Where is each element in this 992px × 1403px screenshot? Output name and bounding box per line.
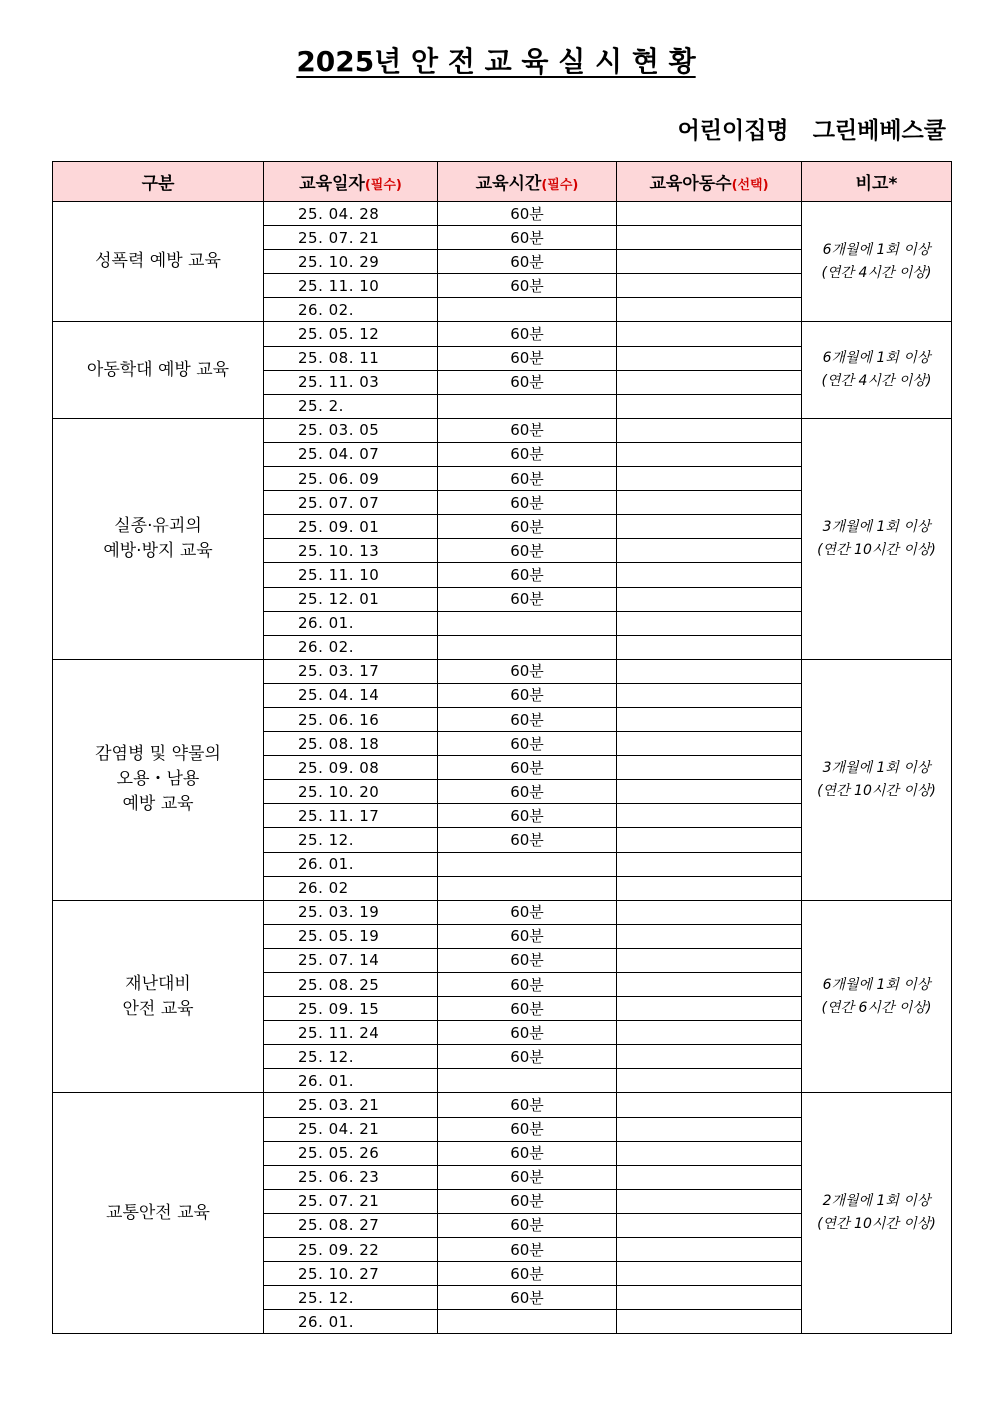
- children-count-cell: [617, 1069, 802, 1093]
- note-line: (연간 10시간 이상): [817, 1216, 936, 1233]
- time-cell: 60분: [438, 707, 617, 731]
- children-count-cell: [617, 707, 802, 731]
- time-cell: 60분: [438, 1238, 617, 1262]
- note-line: 6개월에 1회 이상: [822, 976, 931, 993]
- date-cell: 25. 03. 05: [264, 418, 438, 442]
- children-count-cell: [617, 828, 802, 852]
- date-cell: 26. 01.: [264, 1310, 438, 1334]
- date-cell: 25. 06. 09: [264, 467, 438, 491]
- children-count-cell: [617, 202, 802, 226]
- time-cell: 60분: [438, 1045, 617, 1069]
- time-cell: 60분: [438, 828, 617, 852]
- time-cell: 60분: [438, 756, 617, 780]
- date-cell: 25. 11. 24: [264, 1021, 438, 1045]
- category-line: 아동학대 예방 교육: [86, 359, 230, 380]
- category-line: 실종·유괴의: [114, 515, 202, 536]
- time-cell: [438, 1069, 617, 1093]
- header-row: [53, 162, 952, 202]
- date-cell: 25. 04. 28: [264, 202, 438, 226]
- time-cell: 60분: [438, 563, 617, 587]
- category-cell: [53, 202, 264, 322]
- children-count-cell: [617, 1189, 802, 1213]
- table-row: [53, 202, 952, 226]
- date-cell: 25. 04. 14: [264, 683, 438, 707]
- children-count-cell: [617, 1286, 802, 1310]
- note-cell: [802, 418, 952, 659]
- children-count-cell: [617, 635, 802, 659]
- children-count-cell: [617, 1117, 802, 1141]
- header-date: 교육일자(필수): [264, 162, 438, 202]
- children-count-cell: [617, 298, 802, 322]
- children-count-cell: [617, 274, 802, 298]
- date-cell: 25. 08. 11: [264, 346, 438, 370]
- time-cell: 60분: [438, 491, 617, 515]
- note-cell: [802, 659, 952, 900]
- children-count-cell: [617, 1238, 802, 1262]
- date-cell: 25. 07. 07: [264, 491, 438, 515]
- time-cell: 60분: [438, 1093, 617, 1117]
- header-note: 비고*: [802, 162, 952, 202]
- date-cell: 25. 10. 27: [264, 1262, 438, 1286]
- date-cell: 25. 12.: [264, 1286, 438, 1310]
- note-line: (연간 4시간 이상): [821, 373, 932, 390]
- daycare-name-value: 그린베베스쿨: [812, 118, 946, 144]
- date-cell: 25. 04. 21: [264, 1117, 438, 1141]
- date-cell: 25. 04. 07: [264, 442, 438, 466]
- children-count-cell: [617, 900, 802, 924]
- time-cell: [438, 611, 617, 635]
- children-count-cell: [617, 1141, 802, 1165]
- table-row: [53, 659, 952, 683]
- note-cell: [802, 202, 952, 322]
- time-cell: 60분: [438, 948, 617, 972]
- category-line: 성폭력 예방 교육: [95, 251, 221, 272]
- date-cell: 25. 06. 16: [264, 707, 438, 731]
- date-cell: 25. 10. 13: [264, 539, 438, 563]
- time-cell: 60분: [438, 322, 617, 346]
- children-count-cell: [617, 563, 802, 587]
- children-count-cell: [617, 587, 802, 611]
- time-cell: 60분: [438, 250, 617, 274]
- date-cell: 25. 11. 17: [264, 804, 438, 828]
- children-count-cell: [617, 442, 802, 466]
- time-cell: 60분: [438, 683, 617, 707]
- date-cell: 26. 02.: [264, 298, 438, 322]
- date-cell: 25. 12. 01: [264, 587, 438, 611]
- children-count-cell: [617, 250, 802, 274]
- time-cell: 60분: [438, 515, 617, 539]
- time-cell: 60분: [438, 924, 617, 948]
- children-count-cell: [617, 515, 802, 539]
- children-count-cell: [617, 1165, 802, 1189]
- time-cell: 60분: [438, 442, 617, 466]
- time-cell: 60분: [438, 1021, 617, 1045]
- header-category: 구분: [53, 162, 264, 202]
- note-line: 2개월에 1회 이상: [822, 1193, 931, 1210]
- children-count-cell: [617, 756, 802, 780]
- time-cell: 60분: [438, 202, 617, 226]
- time-cell: 60분: [438, 659, 617, 683]
- time-cell: [438, 1310, 617, 1334]
- category-cell: [53, 659, 264, 900]
- time-cell: 60분: [438, 418, 617, 442]
- date-cell: 25. 08. 27: [264, 1213, 438, 1237]
- children-count-cell: [617, 1262, 802, 1286]
- children-count-cell: [617, 852, 802, 876]
- children-count-cell: [617, 1213, 802, 1237]
- children-count-cell: [617, 394, 802, 418]
- date-cell: 25. 09. 01: [264, 515, 438, 539]
- children-count-cell: [617, 732, 802, 756]
- time-cell: 60분: [438, 1213, 617, 1237]
- table-row: [53, 418, 952, 442]
- time-cell: [438, 852, 617, 876]
- daycare-name-label: 어린이집명: [677, 118, 789, 144]
- page-title: 2025년 안 전 교 육 실 시 현 황: [296, 45, 696, 78]
- date-cell: 25. 10. 20: [264, 780, 438, 804]
- category-cell: [53, 322, 264, 418]
- date-cell: 25. 08. 18: [264, 732, 438, 756]
- note-cell: [802, 1093, 952, 1334]
- time-cell: 60분: [438, 1286, 617, 1310]
- children-count-cell: [617, 467, 802, 491]
- note-line: (연간 6시간 이상): [821, 999, 932, 1016]
- category-line: 안전 교육: [122, 998, 194, 1019]
- date-cell: 25. 03. 17: [264, 659, 438, 683]
- time-cell: 60분: [438, 1165, 617, 1189]
- date-cell: 25. 11. 03: [264, 370, 438, 394]
- note-cell: [802, 900, 952, 1093]
- category-line: 예방·방지 교육: [103, 540, 213, 561]
- category-line: 예방 교육: [122, 794, 194, 815]
- note-line: 3개월에 1회 이상: [822, 759, 931, 776]
- date-cell: 25. 03. 19: [264, 900, 438, 924]
- category-cell: [53, 1093, 264, 1334]
- time-cell: 60분: [438, 539, 617, 563]
- time-cell: 60분: [438, 973, 617, 997]
- date-cell: 26. 02: [264, 876, 438, 900]
- date-cell: 25. 11. 10: [264, 274, 438, 298]
- children-count-cell: [617, 226, 802, 250]
- children-count-cell: [617, 659, 802, 683]
- time-cell: 60분: [438, 732, 617, 756]
- table-row: [53, 322, 952, 346]
- children-count-cell: [617, 780, 802, 804]
- date-cell: 25. 05. 12: [264, 322, 438, 346]
- daycare-name-line: [678, 112, 946, 145]
- date-cell: 25. 09. 15: [264, 997, 438, 1021]
- note-line: 3개월에 1회 이상: [822, 518, 931, 535]
- note-line: (연간 4시간 이상): [821, 264, 932, 281]
- date-cell: 25. 07. 21: [264, 226, 438, 250]
- children-count-cell: [617, 1045, 802, 1069]
- header-time: 교육시간(필수): [438, 162, 617, 202]
- category-cell: [53, 418, 264, 659]
- children-count-cell: [617, 997, 802, 1021]
- note-line: 6개월에 1회 이상: [822, 241, 931, 258]
- time-cell: [438, 876, 617, 900]
- date-cell: 26. 01.: [264, 611, 438, 635]
- time-cell: 60분: [438, 804, 617, 828]
- date-cell: 25. 05. 26: [264, 1141, 438, 1165]
- category-line: 교통안전 교육: [106, 1202, 210, 1223]
- date-cell: 25. 05. 19: [264, 924, 438, 948]
- date-cell: 25. 08. 25: [264, 973, 438, 997]
- date-cell: 25. 11. 10: [264, 563, 438, 587]
- note-line: 6개월에 1회 이상: [822, 350, 931, 367]
- note-line: (연간 10시간 이상): [817, 541, 936, 558]
- date-cell: 25. 09. 22: [264, 1238, 438, 1262]
- date-cell: 25. 07. 21: [264, 1189, 438, 1213]
- note-line: (연간 10시간 이상): [817, 782, 936, 799]
- children-count-cell: [617, 683, 802, 707]
- header-children: 교육아동수(선택): [617, 162, 802, 202]
- category-cell: [53, 900, 264, 1093]
- children-count-cell: [617, 491, 802, 515]
- category-line: 오용・남용: [116, 769, 200, 790]
- table-row: [53, 1093, 952, 1117]
- date-cell: 26. 02.: [264, 635, 438, 659]
- children-count-cell: [617, 370, 802, 394]
- time-cell: [438, 635, 617, 659]
- date-cell: 25. 09. 08: [264, 756, 438, 780]
- time-cell: 60분: [438, 346, 617, 370]
- date-cell: 26. 01.: [264, 852, 438, 876]
- children-count-cell: [617, 611, 802, 635]
- children-count-cell: [617, 924, 802, 948]
- time-cell: 60분: [438, 1117, 617, 1141]
- time-cell: 60분: [438, 1141, 617, 1165]
- date-cell: 25. 12.: [264, 1045, 438, 1069]
- children-count-cell: [617, 1021, 802, 1045]
- table-row: [53, 900, 952, 924]
- note-cell: [802, 322, 952, 418]
- time-cell: 60분: [438, 900, 617, 924]
- children-count-cell: [617, 876, 802, 900]
- date-cell: 25. 07. 14: [264, 948, 438, 972]
- date-cell: 25. 06. 23: [264, 1165, 438, 1189]
- education-table: [52, 161, 952, 1334]
- children-count-cell: [617, 973, 802, 997]
- date-cell: 25. 2.: [264, 394, 438, 418]
- time-cell: 60분: [438, 587, 617, 611]
- time-cell: 60분: [438, 370, 617, 394]
- time-cell: 60분: [438, 1189, 617, 1213]
- children-count-cell: [617, 1093, 802, 1117]
- children-count-cell: [617, 539, 802, 563]
- time-cell: 60분: [438, 226, 617, 250]
- time-cell: 60분: [438, 274, 617, 298]
- children-count-cell: [617, 804, 802, 828]
- date-cell: 25. 12.: [264, 828, 438, 852]
- date-cell: 26. 01.: [264, 1069, 438, 1093]
- time-cell: 60분: [438, 997, 617, 1021]
- date-cell: 25. 10. 29: [264, 250, 438, 274]
- children-count-cell: [617, 948, 802, 972]
- children-count-cell: [617, 418, 802, 442]
- category-line: 재난대비: [125, 973, 191, 994]
- date-cell: 25. 03. 21: [264, 1093, 438, 1117]
- time-cell: 60분: [438, 1262, 617, 1286]
- time-cell: 60분: [438, 780, 617, 804]
- time-cell: [438, 298, 617, 322]
- time-cell: 60분: [438, 467, 617, 491]
- children-count-cell: [617, 1310, 802, 1334]
- children-count-cell: [617, 322, 802, 346]
- category-line: 감염병 및 약물의: [95, 744, 221, 765]
- children-count-cell: [617, 346, 802, 370]
- time-cell: [438, 394, 617, 418]
- table-body: [53, 202, 952, 1334]
